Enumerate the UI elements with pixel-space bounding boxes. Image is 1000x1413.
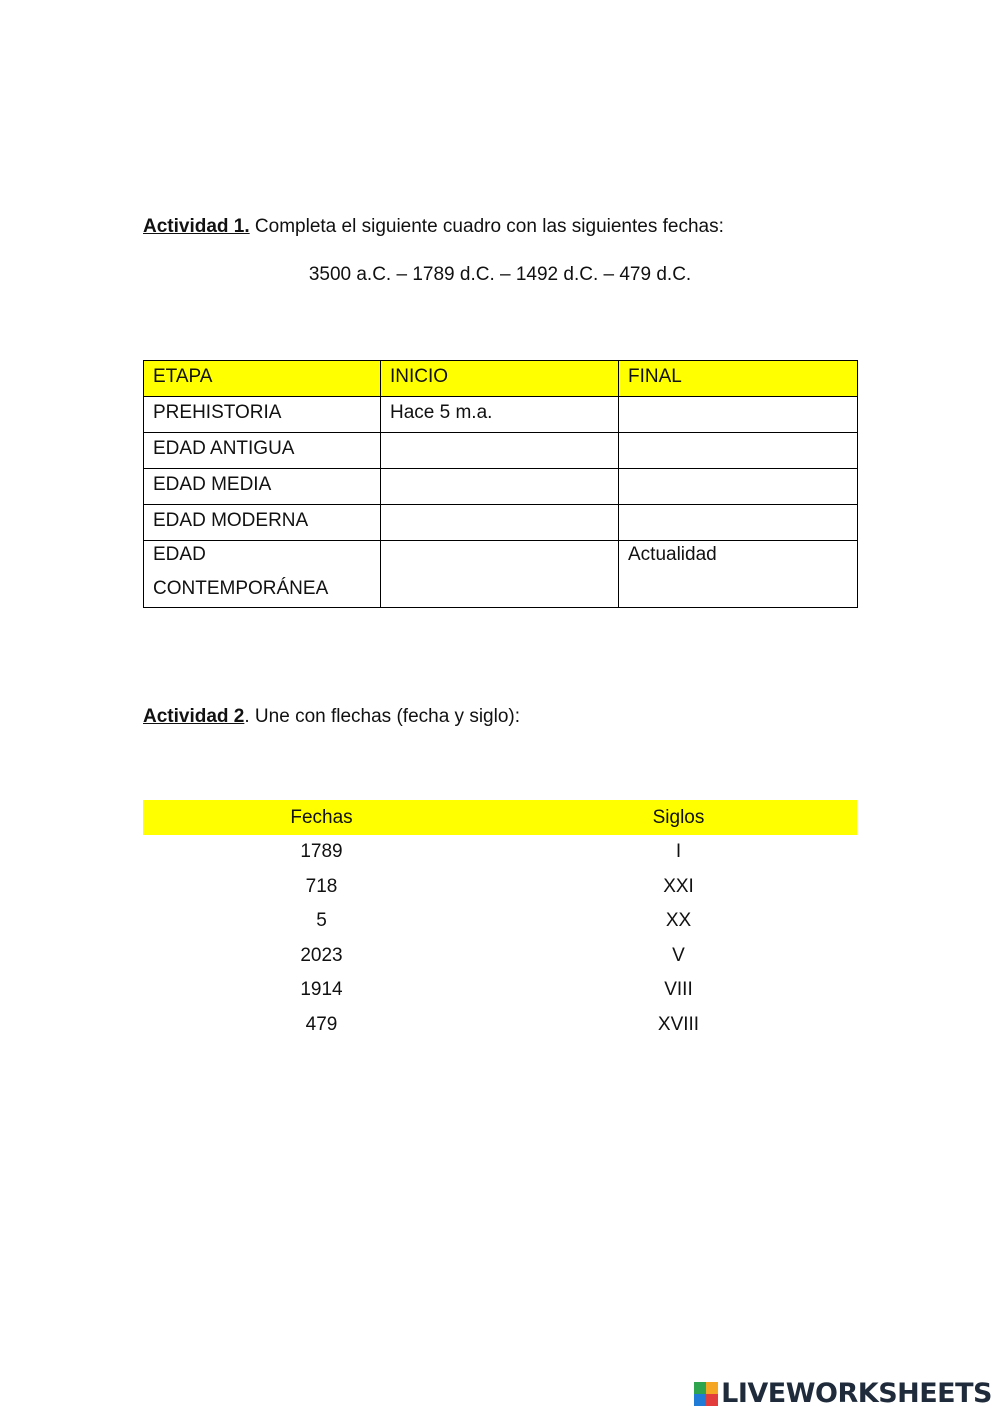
table-row xyxy=(144,469,858,505)
header-final: FINAL xyxy=(619,361,858,397)
cell-inicio[interactable] xyxy=(381,541,619,608)
liveworksheets-logo-text: LIVEWORKSHEETS xyxy=(721,1378,992,1409)
header-siglos: Siglos xyxy=(500,800,857,835)
dates-list: 3500 a.C. – 1789 d.C. – 1492 d.C. – 479 d.C. xyxy=(308,264,692,285)
siglo-item[interactable]: XXI xyxy=(663,875,694,897)
matching-table xyxy=(143,800,857,1042)
siglo-item[interactable]: XX xyxy=(665,910,692,932)
fecha-item[interactable]: 718 xyxy=(305,875,338,897)
siglo-item[interactable]: I xyxy=(675,841,682,863)
header-etapa: ETAPA xyxy=(144,361,381,397)
cell-final-text: Actualidad xyxy=(628,544,717,565)
activity-1-heading xyxy=(143,215,724,239)
match-row xyxy=(143,904,857,939)
fecha-item[interactable]: 1789 xyxy=(300,841,343,863)
cell-inicio[interactable] xyxy=(381,469,619,505)
fecha-item[interactable]: 2023 xyxy=(300,944,343,966)
table-row xyxy=(144,541,858,608)
liveworksheets-logo-icon xyxy=(694,1382,718,1406)
fecha-item[interactable]: 479 xyxy=(305,1013,338,1035)
match-row xyxy=(143,835,857,870)
activity-1-instruction: Completa el siguiente cuadro con las siguientes fechas: xyxy=(249,216,724,237)
siglo-item[interactable]: XVIII xyxy=(657,1013,700,1035)
cell-etapa: EDAD ANTIGUA xyxy=(144,433,381,469)
cell-final[interactable] xyxy=(619,469,858,505)
siglo-item[interactable]: VIII xyxy=(664,979,693,1001)
match-row xyxy=(143,1008,857,1043)
cell-final[interactable] xyxy=(619,397,858,433)
liveworksheets-logo xyxy=(694,1378,992,1409)
activity-2-label: Actividad 2 xyxy=(143,706,245,727)
cell-etapa: PREHISTORIA xyxy=(144,397,381,433)
cell-final[interactable] xyxy=(619,433,858,469)
match-row xyxy=(143,939,857,974)
cell-final xyxy=(619,541,858,608)
cell-inicio[interactable] xyxy=(381,433,619,469)
table-header-row xyxy=(144,361,858,397)
periods-table xyxy=(143,360,858,608)
activity-2-heading xyxy=(143,705,520,729)
cell-inicio[interactable] xyxy=(381,505,619,541)
cell-etapa xyxy=(144,541,381,608)
cell-etapa-line2: CONTEMPORÁNEA xyxy=(153,578,329,599)
cell-etapa: EDAD MEDIA xyxy=(144,469,381,505)
cell-etapa-line1: EDAD xyxy=(153,544,206,565)
activity-2-instruction: . Une con flechas (fecha y siglo): xyxy=(244,706,521,727)
cell-final[interactable] xyxy=(619,505,858,541)
cell-inicio: Hace 5 m.a. xyxy=(381,397,619,433)
table-row xyxy=(144,397,858,433)
table-row xyxy=(144,433,858,469)
activity-1-label: Actividad 1. xyxy=(143,216,250,237)
header-fechas: Fechas xyxy=(143,800,500,835)
header-inicio: INICIO xyxy=(381,361,619,397)
fecha-item[interactable]: 5 xyxy=(316,910,327,932)
fecha-item[interactable]: 1914 xyxy=(300,979,343,1001)
matching-header-row xyxy=(143,800,857,835)
match-row xyxy=(143,870,857,905)
table-row xyxy=(144,505,858,541)
siglo-item[interactable]: V xyxy=(672,944,685,966)
match-row xyxy=(143,973,857,1008)
cell-etapa: EDAD MODERNA xyxy=(144,505,381,541)
